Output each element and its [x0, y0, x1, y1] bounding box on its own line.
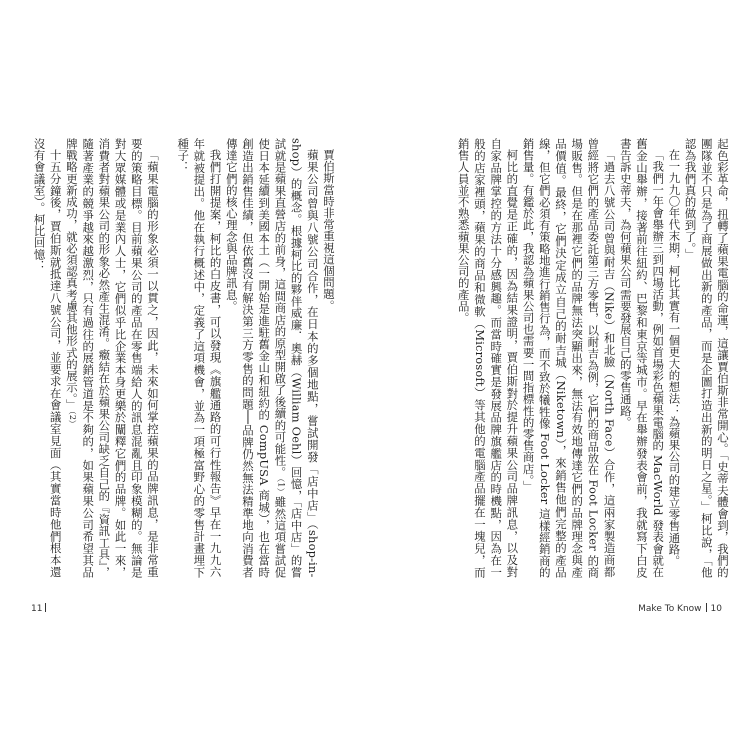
paragraph [224, 138, 321, 578]
paragraph: 「過去八號公司曾與耐吉（Nike）和北臉（North Face）合作，這兩家製造商都曾經將它們的產品委託第三方零售，以耐吉為例，它們的商品放在 Foot Locker 的商場販售。但是在那裡它們的品牌無法突顯出來，無法有效地傳達它們的品牌理念與產品價值。最終，它們決定成立自己的耐吉城（Niketown），來銷售他們完整的產品線，但它們必須有策略地進行銷售行為，而不致於犧牲像 Foot Locker 這樣經銷商的銷售量。有鑑於此，我認為蘋果公司也需要一間指標性的零售商店。」 [521, 138, 617, 578]
paragraph: 起色彩革命，扭轉了蘋果電腦的命運，這讓賈伯斯非常開心。「史蒂夫體會到，我們的團隊並不只是為了商展做出新的產品，而是企圖打造出新的明日之星。」柯比說，「他認為我們真的做到了。」 [683, 138, 730, 578]
paragraph-text: 「蘋果電腦的形象必須一以貫之，因此，未來如何掌控蘋果的品牌訊息，是非常重要的策略目標。目前蘋果公司的產品在零售端給人的訊息混亂且印象模糊的。無論是對大眾媒體或是業內人士，它們似乎比企業本身更樂於闡釋它們的品牌。如此一來，消費者對蘋果公司的形象必然產生混淆。癥結在於蘋果公司缺乏自己的『資訊工具』，隨著產業的競爭越來越激烈，只有過往的展銷管道是不夠的，如果蘋果公司希望其品牌戰略更新成功，就必須認真考慮其他形式的展示。」 [64, 138, 160, 578]
footnote-marker: （2） [67, 410, 77, 429]
footnote-marker: （1） [276, 477, 286, 497]
paragraph-text: 蘋果公司曾與八號公司合作，在日本的多個地點，嘗試開發「店中店」（shop-in-shop）的概念。根據柯比的夥伴威廉．奧赫（William Oehl）回憶，「店中店」的嘗試就是蘋果直營店的前身，這間商店的原型開啟了後續的可能性。 [273, 138, 320, 578]
paragraph [64, 138, 161, 578]
left-folio [31, 603, 46, 614]
paragraph-text: 雖然這項嘗試促使日本延續到美國本土（一開始是進駐舊金山和紐約的 CompUSA 商城），也在當時創造出銷售佳績，但依舊沒有解決第三方零售的問題──品牌仍然無法精準地向消費者傳達它們的核心理念與品牌訊息。 [224, 138, 288, 578]
paragraph: 十五分鐘後，賈伯斯就抵達八號公司，並要求在會議室見面（其實當時他們根本還沒有會議室）。柯比回憶： [32, 138, 63, 578]
paragraph: 柯比的直覺是正確的，因為結果證明，賈伯斯對於提升蘋果公司品牌訊息，以及對自家品牌掌控的方法十分感興趣。而當時確實是發展品牌旗艦店的時機點，因為在一般的店家裡頭，蘋果的商品和微軟（Microsoft）等其他的電腦產品擺在一塊兒，而銷售人員並不熟悉蘋果公司的產品。 [456, 138, 520, 578]
left-page-text [32, 138, 351, 578]
right-page-text [415, 138, 731, 578]
paragraph: 「我們一年會舉辦三到四場活動，例如首場彩色蘋果電腦的 MacWorld 發表會就在舊金山舉辦，接著前往紐約、巴黎和東京等城市。早在舉辦發表會前，我就寫下白皮書告訴史蒂夫，為何蘋果公司需要發展自己的零售通路。 [618, 138, 666, 578]
paragraph: 在一九九〇年代末期，柯比其實有一個更大的想法：為蘋果公司的建立零售通路。 [667, 149, 682, 567]
folio-divider [45, 603, 46, 612]
paragraph: 我們打開提案，柯比的白皮書，可以發現《旗艦通路的可行性報告》早在一九九六年就被提出。他在執行概述中，定義了這項機會，並為一項極富野心的零售計畫埋下種子： [176, 138, 223, 578]
page-number: 11 [31, 604, 43, 614]
page-number: 10 [710, 604, 722, 614]
paragraph: 賈伯斯當時非常重視這個問題。 [322, 149, 336, 312]
right-page [375, 0, 750, 750]
running-title: Make To Know [638, 604, 702, 614]
folio-divider [706, 603, 707, 612]
right-folio [638, 603, 722, 614]
